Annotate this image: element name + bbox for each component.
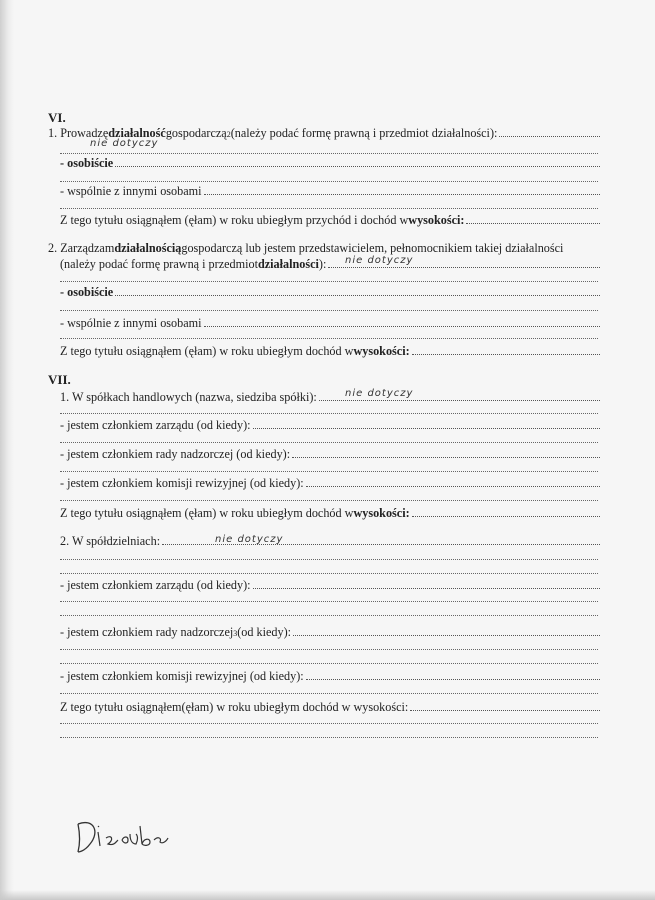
section-vi-item2-income: Z tego tytułu osiągnąłem (ęłam) w roku ubiegłym dochód w wysokości: <box>60 344 600 359</box>
section-vii-item2-income: Z tego tytułu osiągnąłem(ęłam) w roku ubiegłym dochód w wysokości: <box>60 700 600 715</box>
section-vi-item2-line2: (należy podać formę prawną i przedmiot działalności ): <box>60 257 600 272</box>
section-vi-item2-jointly: - wspólnie z innymi osobami <box>60 316 600 331</box>
handwritten-not-applicable-3: nie dotyczy <box>345 388 414 399</box>
fill-line <box>60 600 598 602</box>
scan-left-edge <box>0 0 14 900</box>
section-vii-item2: 2. W spółdzielniach: <box>60 534 600 549</box>
signature-drawing <box>70 810 180 860</box>
handwritten-not-applicable-2: nie dotyczy <box>345 255 414 266</box>
fill-line <box>60 207 598 209</box>
section-vii-item2-audit: - jestem członkiem komisji rewizyjnej (od kiedy): <box>60 669 600 684</box>
fill-line <box>60 499 598 501</box>
handwritten-not-applicable-4: nie dotyczy <box>215 534 284 545</box>
fill-line <box>60 558 598 560</box>
fill-line <box>60 572 598 574</box>
fill-line <box>60 736 598 738</box>
fill-line <box>60 337 598 339</box>
handwritten-not-applicable-1: nie dotyczy <box>90 138 159 149</box>
fill-line <box>60 280 598 282</box>
fill-line <box>60 309 598 311</box>
fill-line <box>60 412 598 414</box>
section-vii-item2-supervisory: - jestem członkiem rady nadzorczej 3 (od kiedy): <box>60 625 600 641</box>
section-vi-item2: 2. Zarządzam działalnością gospodarczą lub jestem przedstawicielem, pełnomocnikiem takiej działalności <box>48 241 564 255</box>
section-vii-item1-supervisory: - jestem członkiem rady nadzorczej (od kiedy): <box>60 447 600 462</box>
section-vi-item1: 1. Prowadzę działalność gospodarczą 2 (należy podać formę prawną i przedmiot działalności): <box>48 126 600 142</box>
scan-bottom-edge <box>0 890 655 900</box>
fill-line <box>60 470 598 472</box>
fill-line <box>60 692 598 694</box>
section-vii-item1-income: Z tego tytułu osiągnąłem (ęłam) w roku ubiegłym dochód w wysokości: <box>60 506 600 521</box>
section-vii-item2-board: - jestem członkiem zarządu (od kiedy): <box>60 578 600 593</box>
fill-line <box>60 662 598 664</box>
section-vii-item1-audit: - jestem członkiem komisji rewizyjnej (od kiedy): <box>60 476 600 491</box>
handwritten-signature <box>70 810 180 865</box>
fill-line <box>60 722 598 724</box>
section-vii-item1-board: - jestem członkiem zarządu (od kiedy): <box>60 418 600 433</box>
section-vi-item2-personally: - osobiście <box>60 285 600 300</box>
fill-line <box>60 152 598 154</box>
section-vi-heading: VI. <box>48 110 66 125</box>
section-vi-item1-personally: - osobiście <box>60 156 600 171</box>
fill-line <box>60 614 598 616</box>
fill-line <box>60 180 598 182</box>
fill-line <box>60 648 598 650</box>
section-vii-heading: VII. <box>48 372 71 387</box>
fill-line <box>60 441 598 443</box>
section-vi-item1-income: Z tego tytułu osiągnąłem (ęłam) w roku ubiegłym przychód i dochód w wysokości: <box>60 213 600 228</box>
section-vi-item1-jointly: - wspólnie z innymi osobami <box>60 184 600 199</box>
section-vii-item1: 1. W spółkach handlowych (nazwa, siedziba spółki): <box>60 390 600 405</box>
